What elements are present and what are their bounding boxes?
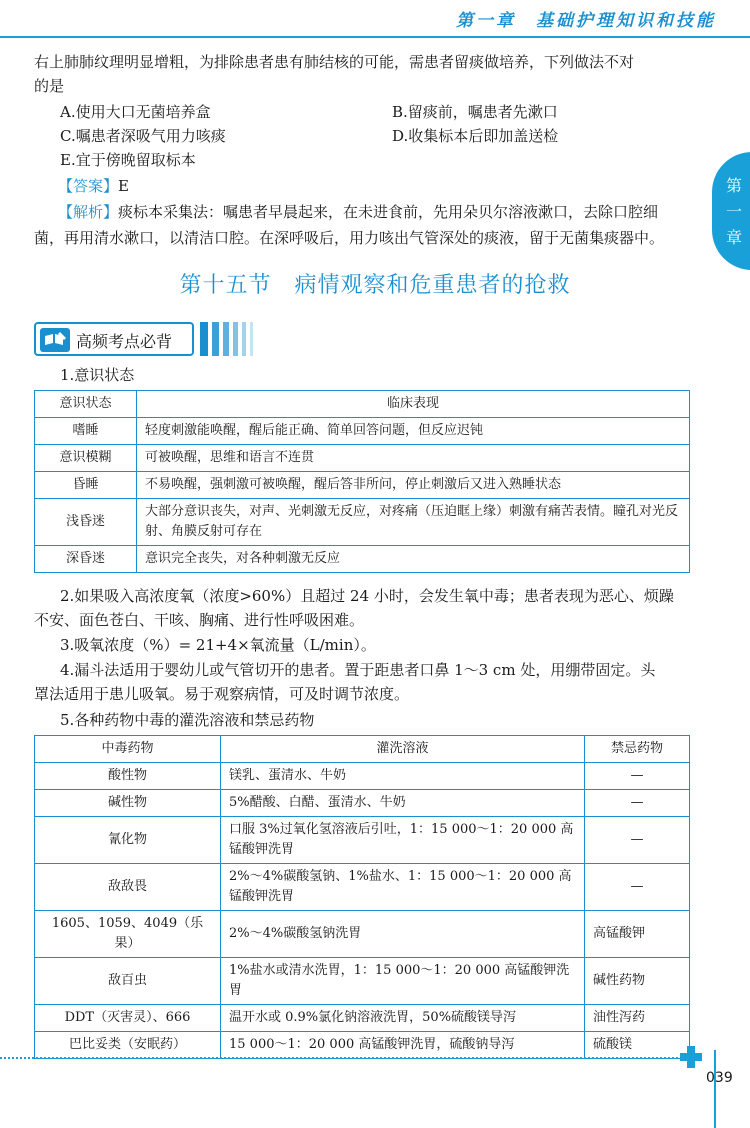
table-cell-drug: 氰化物	[35, 817, 221, 864]
banner-label: 高频考点必背	[76, 332, 173, 351]
option-a: A.使用大口无菌培养盒	[60, 103, 211, 121]
table-cell-desc: 轻度刺激能唤醒，醒后能正确、简单回答问题，但反应迟钝	[137, 418, 690, 445]
table-cell-drug: 1605、1059、4049（乐果）	[35, 911, 221, 958]
table-cell-solution: 口服 3%过氧化氢溶液后引吐，1：15 000～1：20 000 高锰酸钾洗胃	[221, 817, 585, 864]
analysis-line-2: 菌，再用清水漱口，以清洁口腔。在深呼吸后，用力咳出气管深处的痰液，留于无菌集痰器中。	[34, 229, 665, 247]
table-cell-drug: DDT（灭害灵）、666	[35, 1005, 221, 1032]
table-cell-solution: 温开水或 0.9%氯化钠溶液洗胃，50%硫酸镁导泻	[221, 1005, 585, 1032]
table-cell-solution: 2%～4%碳酸氢钠洗胃	[221, 911, 585, 958]
side-tab-char: 章	[725, 228, 742, 247]
table-header-cell: 灌洗溶液	[221, 736, 585, 763]
chapter-header-title: 第一章 基础护理知识和技能	[456, 11, 716, 31]
table-cell-forbidden: 高锰酸钾	[585, 911, 690, 958]
table-header-cell: 意识状态	[35, 391, 137, 418]
table-cell-solution: 15 000～1：20 000 高锰酸钾洗胃，硫酸钠导泻	[221, 1032, 585, 1059]
table-cell-desc: 意识完全丧失，对各种刺激无反应	[137, 546, 690, 573]
table-cell-solution: 1%盐水或清水洗胃，1：15 000～1：20 000 高锰酸钾洗胃	[221, 958, 585, 1005]
table-row	[35, 445, 690, 472]
option-b: B.留痰前，嘱患者先漱口	[392, 103, 558, 121]
question-stem-line: 的是	[34, 77, 65, 95]
page-number: 039	[706, 1070, 733, 1086]
table-row	[35, 911, 690, 958]
table-header-row	[35, 391, 690, 418]
table-cell-drug: 酸性物	[35, 763, 221, 790]
table-cell-state: 嗜睡	[35, 418, 137, 445]
table-cell-state: 意识模糊	[35, 445, 137, 472]
banner-stripe	[212, 322, 219, 356]
table-header-cell: 禁忌药物	[585, 736, 690, 763]
table-row	[35, 958, 690, 1005]
table-cell-solution: 镁乳、蛋清水、牛奶	[221, 763, 585, 790]
footer-vertical-rule	[714, 1050, 716, 1128]
table-row	[35, 472, 690, 499]
table-row	[35, 1005, 690, 1032]
table-cell-forbidden: —	[585, 763, 690, 790]
section-title: 第十五节 病情观察和危重患者的抢救	[179, 273, 571, 298]
chapter-side-tab	[712, 152, 750, 270]
option-e: E.宜于傍晚留取标本	[60, 151, 196, 169]
table-cell-forbidden: —	[585, 817, 690, 864]
banner-stripe	[223, 322, 229, 356]
table-cell-forbidden: 硫酸镁	[585, 1032, 690, 1059]
table-cell-solution: 5%醋酸、白醋、蛋清水、牛奶	[221, 790, 585, 817]
table-cell-drug: 敌百虫	[35, 958, 221, 1005]
table-cell-drug: 巴比妥类（安眠药）	[35, 1032, 221, 1059]
table-cell-desc: 不易唤醒，强刺激可被唤醒，醒后答非所问，停止刺激后又进入熟睡状态	[137, 472, 690, 499]
table-row	[35, 790, 690, 817]
option-c: C.嘱患者深吸气用力咳痰	[60, 127, 226, 145]
header-rule	[0, 36, 750, 38]
answer-line	[58, 174, 129, 198]
table-cell-state: 昏睡	[35, 472, 137, 499]
footer-dotted-rule	[0, 1057, 690, 1059]
banner-stripe	[200, 322, 208, 356]
table-cell-forbidden: 油性泻药	[585, 1005, 690, 1032]
table-cell-forbidden: —	[585, 790, 690, 817]
table-row	[35, 817, 690, 864]
table-cell-drug: 敌敌畏	[35, 864, 221, 911]
table-row	[35, 864, 690, 911]
side-tab-char: 第	[725, 176, 742, 195]
book-pen-icon	[40, 328, 70, 352]
table-header-cell: 中毒药物	[35, 736, 221, 763]
table-header-row	[35, 736, 690, 763]
table-row	[35, 499, 690, 546]
analysis-tag: 【解析】	[58, 203, 119, 221]
point-5-title: 5.各种药物中毒的灌洗溶液和禁忌药物	[60, 711, 315, 729]
table-row	[35, 418, 690, 445]
point-4-line: 罩法适用于患儿吸氧。易于观察病情，可及时调节浓度。	[34, 685, 410, 703]
banner-stripe	[242, 322, 246, 356]
point-4-line: 4.漏斗法适用于婴幼儿或气管切开的患者。置于距患者口鼻 1～3 cm 处，用绷带固定。头	[60, 661, 656, 679]
table-row	[35, 1032, 690, 1059]
analysis-text: 痰标本采集法：嘱患者早晨起来，在未进食前，先用朵贝尔溶液漱口，去除口腔细	[118, 203, 659, 221]
answer-value: E	[118, 177, 129, 195]
point-1-title: 1.意识状态	[60, 366, 135, 384]
option-d: D.收集标本后即加盖送检	[392, 127, 559, 145]
cross-decoration	[687, 1046, 695, 1068]
side-tab-char: 一	[725, 202, 742, 221]
banner-stripe	[250, 322, 253, 356]
banner-label-box	[34, 322, 194, 356]
banner-stripe	[233, 322, 238, 356]
table-cell-desc: 可被唤醒，思维和语言不连贯	[137, 445, 690, 472]
table-cell-drug: 碱性物	[35, 790, 221, 817]
question-stem-line: 右上肺肺纹理明显增粗，为排除患者患有肺结核的可能，需患者留痰做培养，下列做法不对	[34, 53, 635, 71]
key-points-banner	[34, 322, 264, 356]
point-2-line: 2.如果吸入高浓度氧（浓度>60%）且超过 24 小时，会发生氧中毒；患者表现为恶心、烦躁	[60, 587, 674, 605]
poisoning-table	[34, 735, 690, 1059]
consciousness-table	[34, 390, 690, 573]
table-cell-state: 浅昏迷	[35, 499, 137, 546]
table-row	[35, 546, 690, 573]
table-cell-desc: 大部分意识丧失，对声、光刺激无反应，对疼痛（压迫眶上缘）刺激有痛苦表情。瞳孔对光反射、角膜反射可存在	[137, 499, 690, 546]
table-cell-forbidden: —	[585, 864, 690, 911]
point-2-line: 不安、面色苍白、干咳、胸痛、进行性呼吸困难。	[34, 611, 365, 629]
table-cell-forbidden: 碱性药物	[585, 958, 690, 1005]
point-3: 3.吸氧浓度（%）= 21+4×氧流量（L/min）。	[60, 636, 376, 654]
answer-tag: 【答案】	[58, 177, 119, 195]
analysis-line	[58, 200, 698, 224]
table-cell-state: 深昏迷	[35, 546, 137, 573]
table-cell-solution: 2%～4%碳酸氢钠、1%盐水、1：15 000～1：20 000 高锰酸钾洗胃	[221, 864, 585, 911]
table-header-cell: 临床表现	[137, 391, 690, 418]
table-row	[35, 763, 690, 790]
